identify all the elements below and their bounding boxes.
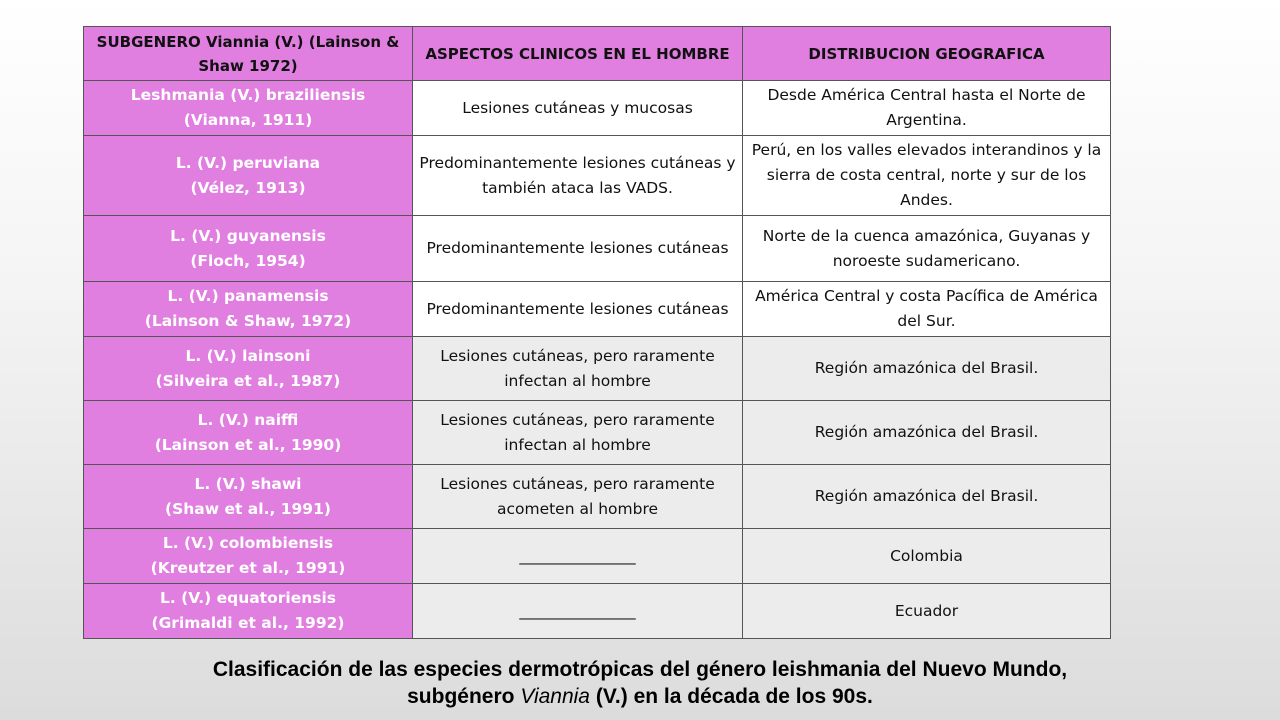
header-row — [84, 27, 1111, 81]
header-geo: DISTRIBUCION GEOGRAFICA — [743, 27, 1111, 81]
species-author: (Lainson & Shaw, 1972) — [144, 312, 352, 330]
clinical-cell: Lesiones cutáneas, pero raramente infectan al hombre — [413, 337, 743, 401]
geo-cell: Colombia — [743, 529, 1111, 584]
species-author: (Vianna, 1911) — [183, 111, 313, 129]
species-table — [83, 26, 1111, 639]
table-row — [84, 216, 1111, 282]
geo-cell: América Central y costa Pacífica de América del Sur. — [743, 282, 1111, 337]
species-cell — [84, 584, 413, 639]
table-row — [84, 81, 1111, 136]
species-name: L. (V.) shawi — [194, 474, 302, 493]
species-name: L. (V.) peruviana — [175, 153, 321, 172]
table-row — [84, 529, 1111, 584]
header-subgenero: SUBGENERO Viannia (V.) (Lainson & Shaw 1972) — [84, 27, 413, 81]
clinical-cell: Lesiones cutáneas, pero raramente infectan al hombre — [413, 401, 743, 465]
species-author: (Kreutzer et al., 1991) — [150, 559, 346, 577]
clinical-cell: Lesiones cutáneas y mucosas — [413, 81, 743, 136]
species-author: (Floch, 1954) — [190, 251, 306, 270]
table-row — [84, 337, 1111, 401]
species-cell — [84, 216, 413, 282]
clinical-cell: Predominantemente lesiones cutáneas — [413, 282, 743, 337]
geo-cell: Desde América Central hasta el Norte de Argentina. — [743, 81, 1111, 136]
species-name: L. (V.) equatoriensis — [159, 589, 337, 607]
species-cell — [84, 136, 413, 216]
geo-cell: Región amazónica del Brasil. — [743, 337, 1111, 401]
caption-line-2 — [0, 683, 1280, 710]
header-clinical: ASPECTOS CLINICOS EN EL HOMBRE — [413, 27, 743, 81]
species-cell — [84, 282, 413, 337]
caption-prefix: subgénero — [407, 685, 521, 708]
slide-caption — [0, 656, 1280, 710]
species-cell — [84, 529, 413, 584]
table-row — [84, 282, 1111, 337]
species-cell — [84, 401, 413, 465]
geo-cell: Región amazónica del Brasil. — [743, 465, 1111, 529]
table-row — [84, 401, 1111, 465]
species-cell — [84, 337, 413, 401]
table-row — [84, 465, 1111, 529]
clinical-cell: Predominantemente lesiones cutáneas y también ataca las VADS. — [413, 136, 743, 216]
geo-cell: Región amazónica del Brasil. — [743, 401, 1111, 465]
table-row — [84, 136, 1111, 216]
clinical-cell: Predominantemente lesiones cutáneas — [413, 216, 743, 282]
clinical-cell: Lesiones cutáneas, pero raramente acometen al hombre — [413, 465, 743, 529]
geo-cell: Ecuador — [743, 584, 1111, 639]
species-cell — [84, 465, 413, 529]
caption-suffix: (V.) en la década de los 90s. — [590, 685, 873, 708]
species-name: L. (V.) colombiensis — [162, 534, 334, 552]
clinical-cell: _______________ — [413, 529, 743, 584]
geo-cell: Perú, en los valles elevados interandinos y la sierra de costa central, norte y sur de los Andes. — [743, 136, 1111, 216]
species-cell — [84, 81, 413, 136]
species-author: (Vélez, 1913) — [190, 178, 306, 197]
species-author: (Grimaldi et al., 1992) — [151, 614, 345, 632]
caption-italic: Viannia — [520, 685, 590, 708]
caption-line-1: Clasificación de las especies dermotrópicas del género leishmania del Nuevo Mundo, — [212, 658, 1068, 681]
species-name: L. (V.) panamensis — [167, 287, 329, 305]
species-author: (Shaw et al., 1991) — [165, 499, 331, 518]
geo-cell: Norte de la cuenca amazónica, Guyanas y noroeste sudamericano. — [743, 216, 1111, 282]
species-name: L. (V.) lainsoni — [185, 346, 311, 365]
table-row — [84, 584, 1111, 639]
clinical-cell: _______________ — [413, 584, 743, 639]
species-name: L. (V.) naiffi — [197, 410, 299, 429]
species-name: Leshmania (V.) braziliensis — [130, 86, 366, 104]
species-author: (Lainson et al., 1990) — [154, 435, 342, 454]
species-author: (Silveira et al., 1987) — [155, 371, 341, 390]
species-name: L. (V.) guyanensis — [170, 226, 326, 245]
